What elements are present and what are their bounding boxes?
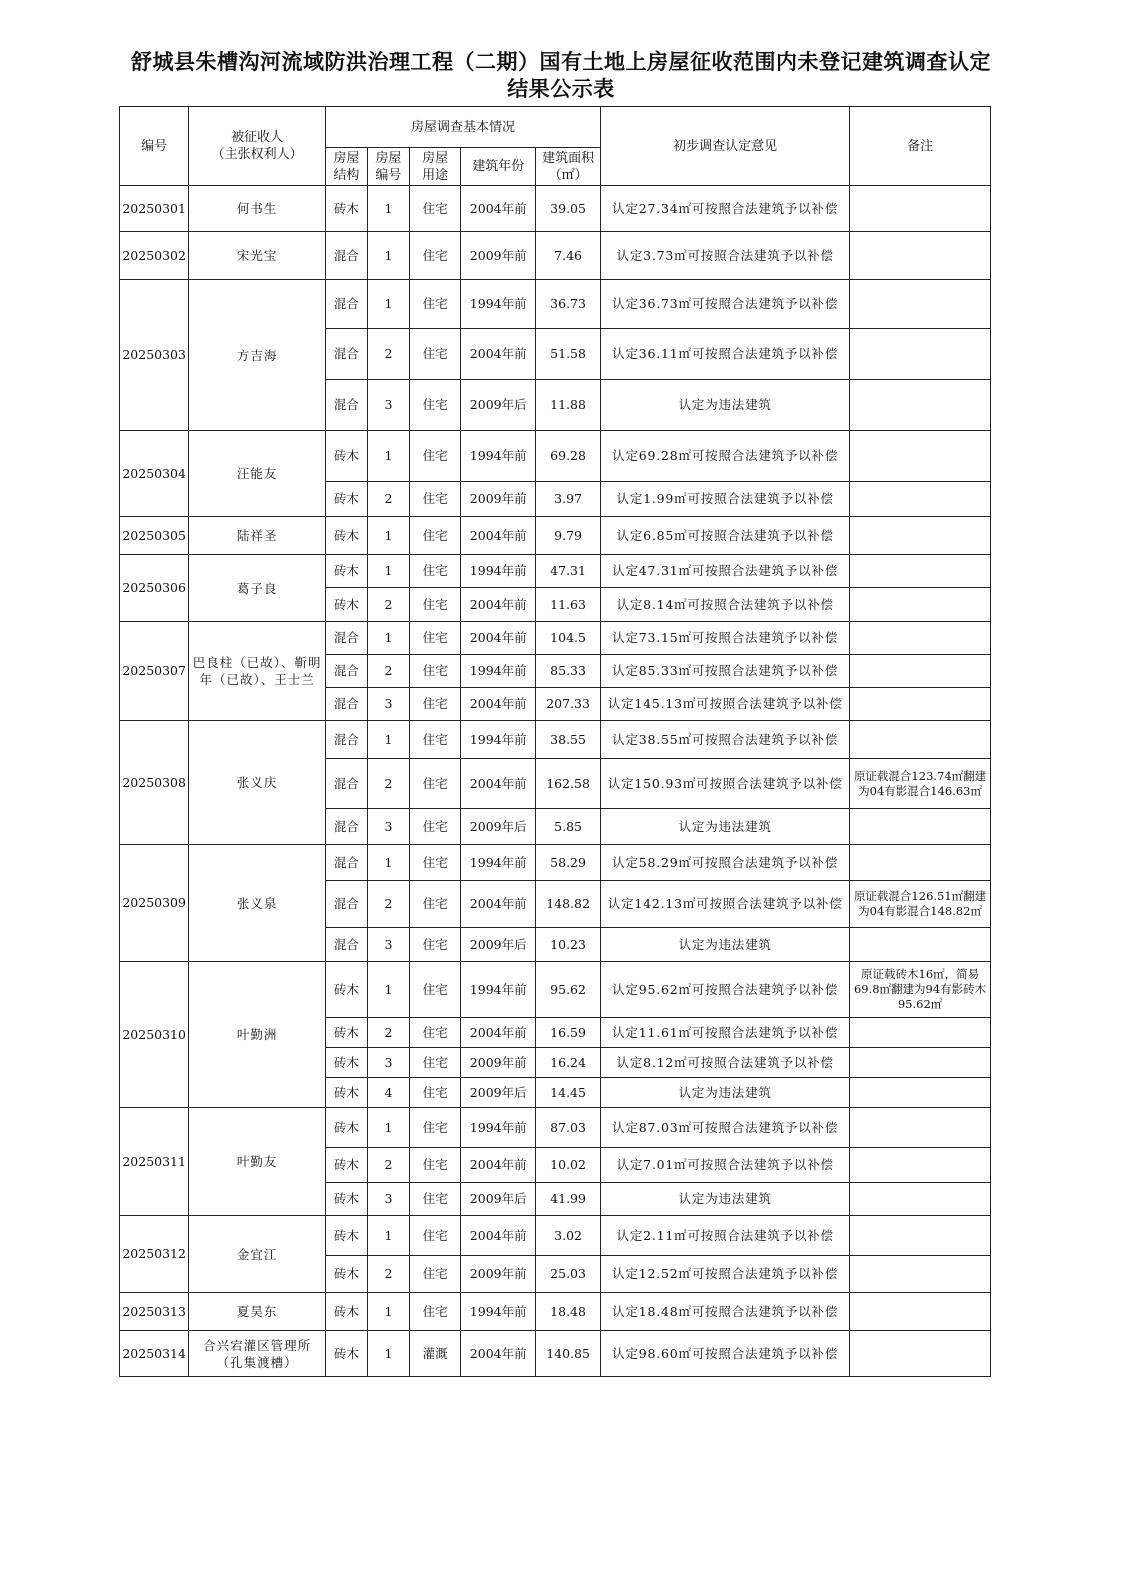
remark-cell [850, 232, 991, 280]
house-no-cell: 3 [367, 928, 409, 962]
table-row [120, 555, 991, 588]
area-cell: 148.82 [536, 881, 601, 928]
opinion-cell: 认定为违法建筑 [601, 1078, 850, 1108]
structure-cell: 混合 [325, 721, 367, 759]
structure-cell: 混合 [325, 380, 367, 431]
usage-cell: 住宅 [409, 962, 460, 1018]
year-cell: 1994年前 [461, 845, 536, 881]
year-cell: 2004年前 [461, 186, 536, 232]
remark-cell [850, 1183, 991, 1216]
structure-cell: 砖木 [325, 1048, 367, 1078]
structure-cell: 混合 [325, 329, 367, 380]
owner-name-cell: 夏昊东 [189, 1293, 326, 1331]
house-no-cell: 2 [367, 329, 409, 380]
structure-cell: 砖木 [325, 1183, 367, 1216]
remark-cell: 原证载混合123.74㎡翻建为04有影混合146.63㎡ [850, 759, 991, 809]
record-id-cell: 20250307 [120, 622, 189, 721]
remark-cell [850, 721, 991, 759]
area-cell: 51.58 [536, 329, 601, 380]
structure-cell: 砖木 [325, 555, 367, 588]
record-id-cell: 20250309 [120, 845, 189, 962]
usage-cell: 住宅 [409, 759, 460, 809]
year-cell: 2004年前 [461, 517, 536, 555]
house-no-cell: 2 [367, 655, 409, 688]
header-usage: 房屋 用途 [409, 148, 460, 186]
structure-cell: 砖木 [325, 431, 367, 482]
header-house-no: 房屋 编号 [367, 148, 409, 186]
header-basic-info: 房屋调查基本情况 [325, 107, 600, 148]
structure-cell: 混合 [325, 809, 367, 845]
area-cell: 10.23 [536, 928, 601, 962]
record-id-cell: 20250305 [120, 517, 189, 555]
year-cell: 2004年前 [461, 688, 536, 721]
table-row [120, 622, 991, 655]
house-no-cell: 1 [367, 1331, 409, 1377]
usage-cell: 住宅 [409, 431, 460, 482]
remark-cell [850, 1108, 991, 1148]
opinion-cell: 认定150.93㎡可按照合法建筑予以补偿 [601, 759, 850, 809]
area-cell: 18.48 [536, 1293, 601, 1331]
owner-name-cell: 金宜江 [189, 1216, 326, 1293]
usage-cell: 灌溉 [409, 1331, 460, 1377]
structure-cell: 砖木 [325, 1108, 367, 1148]
year-cell: 1994年前 [461, 555, 536, 588]
structure-cell: 砖木 [325, 1216, 367, 1256]
survey-result-table [119, 106, 991, 1377]
opinion-cell: 认定95.62㎡可按照合法建筑予以补偿 [601, 962, 850, 1018]
area-cell: 69.28 [536, 431, 601, 482]
remark-cell [850, 688, 991, 721]
house-no-cell: 2 [367, 759, 409, 809]
year-cell: 1994年前 [461, 1108, 536, 1148]
house-no-cell: 1 [367, 232, 409, 280]
house-no-cell: 1 [367, 555, 409, 588]
area-cell: 95.62 [536, 962, 601, 1018]
house-no-cell: 1 [367, 517, 409, 555]
remark-cell [850, 555, 991, 588]
record-id-cell: 20250308 [120, 721, 189, 845]
area-cell: 7.46 [536, 232, 601, 280]
record-id-cell: 20250311 [120, 1108, 189, 1216]
house-no-cell: 2 [367, 482, 409, 517]
opinion-cell: 认定8.12㎡可按照合法建筑予以补偿 [601, 1048, 850, 1078]
opinion-cell: 认定7.01㎡可按照合法建筑予以补偿 [601, 1148, 850, 1183]
table-row [120, 845, 991, 881]
table-row [120, 1331, 991, 1377]
structure-cell: 混合 [325, 655, 367, 688]
usage-cell: 住宅 [409, 588, 460, 622]
record-id-cell: 20250310 [120, 962, 189, 1108]
year-cell: 2009年前 [461, 1256, 536, 1293]
opinion-cell: 认定69.28㎡可按照合法建筑予以补偿 [601, 431, 850, 482]
usage-cell: 住宅 [409, 1216, 460, 1256]
usage-cell: 住宅 [409, 517, 460, 555]
owner-name-cell: 方吉海 [189, 280, 326, 431]
house-no-cell: 2 [367, 1018, 409, 1048]
area-cell: 25.03 [536, 1256, 601, 1293]
area-cell: 47.31 [536, 555, 601, 588]
opinion-cell: 认定6.85㎡可按照合法建筑予以补偿 [601, 517, 850, 555]
usage-cell: 住宅 [409, 482, 460, 517]
structure-cell: 混合 [325, 928, 367, 962]
usage-cell: 住宅 [409, 809, 460, 845]
owner-name-cell: 叶勤洲 [189, 962, 326, 1108]
house-no-cell: 2 [367, 881, 409, 928]
opinion-cell: 认定8.14㎡可按照合法建筑予以补偿 [601, 588, 850, 622]
structure-cell: 混合 [325, 622, 367, 655]
usage-cell: 住宅 [409, 280, 460, 329]
table-row [120, 186, 991, 232]
opinion-cell: 认定27.34㎡可按照合法建筑予以补偿 [601, 186, 850, 232]
remark-cell [850, 928, 991, 962]
remark-cell [850, 1256, 991, 1293]
opinion-cell: 认定36.73㎡可按照合法建筑予以补偿 [601, 280, 850, 329]
table-body [120, 186, 991, 1377]
area-cell: 140.85 [536, 1331, 601, 1377]
remark-cell: 原证载砖木16㎡，简易69.8㎡翻建为94有影砖木95.62㎡ [850, 962, 991, 1018]
usage-cell: 住宅 [409, 1256, 460, 1293]
remark-cell [850, 1018, 991, 1048]
owner-name-cell: 葛子良 [189, 555, 326, 622]
area-cell: 9.79 [536, 517, 601, 555]
area-cell: 11.88 [536, 380, 601, 431]
remark-cell [850, 431, 991, 482]
area-cell: 87.03 [536, 1108, 601, 1148]
structure-cell: 砖木 [325, 186, 367, 232]
usage-cell: 住宅 [409, 622, 460, 655]
year-cell: 2009年后 [461, 380, 536, 431]
opinion-cell: 认定142.13㎡可按照合法建筑予以补偿 [601, 881, 850, 928]
table-row [120, 1216, 991, 1256]
area-cell: 104.5 [536, 622, 601, 655]
house-no-cell: 3 [367, 380, 409, 431]
usage-cell: 住宅 [409, 1018, 460, 1048]
opinion-cell: 认定为违法建筑 [601, 1183, 850, 1216]
opinion-cell: 认定12.52㎡可按照合法建筑予以补偿 [601, 1256, 850, 1293]
year-cell: 2004年前 [461, 1216, 536, 1256]
record-id-cell: 20250313 [120, 1293, 189, 1331]
table-row [120, 280, 991, 329]
usage-cell: 住宅 [409, 1148, 460, 1183]
year-cell: 2009年前 [461, 1048, 536, 1078]
record-id-cell: 20250304 [120, 431, 189, 517]
area-cell: 39.05 [536, 186, 601, 232]
year-cell: 1994年前 [461, 655, 536, 688]
house-no-cell: 1 [367, 280, 409, 329]
usage-cell: 住宅 [409, 380, 460, 431]
area-cell: 16.24 [536, 1048, 601, 1078]
usage-cell: 住宅 [409, 1108, 460, 1148]
header-owner: 被征收人 （主张权利人） [189, 107, 326, 186]
table-row [120, 1293, 991, 1331]
remark-cell [850, 1331, 991, 1377]
area-cell: 58.29 [536, 845, 601, 881]
house-no-cell: 3 [367, 1048, 409, 1078]
area-cell: 16.59 [536, 1018, 601, 1048]
remark-cell [850, 622, 991, 655]
owner-name-cell: 巴良柱（已故）、靳明年（已故）、王士兰 [189, 622, 326, 721]
area-cell: 14.45 [536, 1078, 601, 1108]
usage-cell: 住宅 [409, 1183, 460, 1216]
structure-cell: 砖木 [325, 588, 367, 622]
year-cell: 2009年后 [461, 1183, 536, 1216]
structure-cell: 混合 [325, 688, 367, 721]
structure-cell: 砖木 [325, 1331, 367, 1377]
area-cell: 3.02 [536, 1216, 601, 1256]
year-cell: 2009年后 [461, 928, 536, 962]
area-cell: 3.97 [536, 482, 601, 517]
year-cell: 2009年前 [461, 482, 536, 517]
remark-cell [850, 380, 991, 431]
remark-cell [850, 1293, 991, 1331]
house-no-cell: 3 [367, 809, 409, 845]
structure-cell: 砖木 [325, 1293, 367, 1331]
house-no-cell: 1 [367, 186, 409, 232]
year-cell: 2004年前 [461, 881, 536, 928]
house-no-cell: 1 [367, 721, 409, 759]
house-no-cell: 3 [367, 1183, 409, 1216]
opinion-cell: 认定11.61㎡可按照合法建筑予以补偿 [601, 1018, 850, 1048]
record-id-cell: 20250314 [120, 1331, 189, 1377]
year-cell: 1994年前 [461, 431, 536, 482]
house-no-cell: 2 [367, 1256, 409, 1293]
record-id-cell: 20250301 [120, 186, 189, 232]
remark-cell: 原证载混合126.51㎡翻建为04有影混合148.82㎡ [850, 881, 991, 928]
opinion-cell: 认定36.11㎡可按照合法建筑予以补偿 [601, 329, 850, 380]
record-id-cell: 20250302 [120, 232, 189, 280]
usage-cell: 住宅 [409, 688, 460, 721]
opinion-cell: 认定98.60㎡可按照合法建筑予以补偿 [601, 1331, 850, 1377]
opinion-cell: 认定145.13㎡可按照合法建筑予以补偿 [601, 688, 850, 721]
structure-cell: 砖木 [325, 1256, 367, 1293]
area-cell: 41.99 [536, 1183, 601, 1216]
house-no-cell: 1 [367, 1108, 409, 1148]
year-cell: 1994年前 [461, 721, 536, 759]
opinion-cell: 认定38.55㎡可按照合法建筑予以补偿 [601, 721, 850, 759]
usage-cell: 住宅 [409, 881, 460, 928]
year-cell: 2009年前 [461, 232, 536, 280]
year-cell: 2004年前 [461, 759, 536, 809]
year-cell: 1994年前 [461, 280, 536, 329]
opinion-cell: 认定1.99㎡可按照合法建筑予以补偿 [601, 482, 850, 517]
year-cell: 2004年前 [461, 1018, 536, 1048]
house-no-cell: 2 [367, 588, 409, 622]
house-no-cell: 1 [367, 1293, 409, 1331]
remark-cell [850, 1216, 991, 1256]
house-no-cell: 1 [367, 1216, 409, 1256]
remark-cell [850, 1078, 991, 1108]
year-cell: 1994年前 [461, 962, 536, 1018]
header-opinion: 初步调查认定意见 [601, 107, 850, 186]
remark-cell [850, 1148, 991, 1183]
record-id-cell: 20250306 [120, 555, 189, 622]
owner-name-cell: 汪能友 [189, 431, 326, 517]
owner-name-cell: 合兴宕灌区管理所（孔集渡槽） [189, 1331, 326, 1377]
header-remark: 备注 [850, 107, 991, 186]
remark-cell [850, 280, 991, 329]
table-row [120, 232, 991, 280]
remark-cell [850, 329, 991, 380]
opinion-cell: 认定85.33㎡可按照合法建筑予以补偿 [601, 655, 850, 688]
usage-cell: 住宅 [409, 1048, 460, 1078]
owner-name-cell: 宋光宝 [189, 232, 326, 280]
area-cell: 5.85 [536, 809, 601, 845]
usage-cell: 住宅 [409, 655, 460, 688]
opinion-cell: 认定58.29㎡可按照合法建筑予以补偿 [601, 845, 850, 881]
structure-cell: 混合 [325, 845, 367, 881]
owner-name-cell: 叶勤友 [189, 1108, 326, 1216]
area-cell: 10.02 [536, 1148, 601, 1183]
remark-cell [850, 809, 991, 845]
title-line-2: 结果公示表 [507, 76, 615, 101]
structure-cell: 砖木 [325, 1018, 367, 1048]
structure-cell: 混合 [325, 881, 367, 928]
area-cell: 36.73 [536, 280, 601, 329]
owner-name-cell: 何书生 [189, 186, 326, 232]
owner-name-cell: 陆祥圣 [189, 517, 326, 555]
owner-name-cell: 张义泉 [189, 845, 326, 962]
owner-name-cell: 张义庆 [189, 721, 326, 845]
year-cell: 2004年前 [461, 1331, 536, 1377]
remark-cell [850, 588, 991, 622]
house-no-cell: 3 [367, 688, 409, 721]
area-cell: 85.33 [536, 655, 601, 688]
opinion-cell: 认定87.03㎡可按照合法建筑予以补偿 [601, 1108, 850, 1148]
remark-cell [850, 482, 991, 517]
usage-cell: 住宅 [409, 1293, 460, 1331]
year-cell: 2004年前 [461, 622, 536, 655]
year-cell: 2004年前 [461, 588, 536, 622]
table-row [120, 721, 991, 759]
opinion-cell: 认定为违法建筑 [601, 928, 850, 962]
structure-cell: 砖木 [325, 1148, 367, 1183]
record-id-cell: 20250303 [120, 280, 189, 431]
header-area: 建筑面积 （㎡） [536, 148, 601, 186]
house-no-cell: 1 [367, 431, 409, 482]
year-cell: 2009年后 [461, 1078, 536, 1108]
area-cell: 11.63 [536, 588, 601, 622]
structure-cell: 混合 [325, 280, 367, 329]
title-line-1: 舒城县朱槽沟河流域防洪治理工程（二期）国有土地上房屋征收范围内未登记建筑调查认定 [131, 49, 991, 74]
house-no-cell: 1 [367, 845, 409, 881]
year-cell: 2004年前 [461, 329, 536, 380]
house-no-cell: 1 [367, 962, 409, 1018]
structure-cell: 砖木 [325, 1078, 367, 1108]
usage-cell: 住宅 [409, 232, 460, 280]
opinion-cell: 认定47.31㎡可按照合法建筑予以补偿 [601, 555, 850, 588]
year-cell: 2004年前 [461, 1148, 536, 1183]
usage-cell: 住宅 [409, 845, 460, 881]
area-cell: 38.55 [536, 721, 601, 759]
usage-cell: 住宅 [409, 555, 460, 588]
area-cell: 207.33 [536, 688, 601, 721]
header-row-1 [120, 107, 991, 148]
usage-cell: 住宅 [409, 329, 460, 380]
record-id-cell: 20250312 [120, 1216, 189, 1293]
opinion-cell: 认定18.48㎡可按照合法建筑予以补偿 [601, 1293, 850, 1331]
table-row [120, 431, 991, 482]
structure-cell: 混合 [325, 232, 367, 280]
opinion-cell: 认定73.15㎡可按照合法建筑予以补偿 [601, 622, 850, 655]
header-id: 编号 [120, 107, 189, 186]
structure-cell: 砖木 [325, 962, 367, 1018]
opinion-cell: 认定为违法建筑 [601, 380, 850, 431]
opinion-cell: 认定2.11㎡可按照合法建筑予以补偿 [601, 1216, 850, 1256]
usage-cell: 住宅 [409, 1078, 460, 1108]
remark-cell [850, 517, 991, 555]
structure-cell: 砖木 [325, 517, 367, 555]
structure-cell: 混合 [325, 759, 367, 809]
house-no-cell: 2 [367, 1148, 409, 1183]
header-year: 建筑年份 [461, 148, 536, 186]
usage-cell: 住宅 [409, 721, 460, 759]
table-row [120, 962, 991, 1018]
opinion-cell: 认定为违法建筑 [601, 809, 850, 845]
header-structure: 房屋 结构 [325, 148, 367, 186]
page-title [0, 48, 1122, 102]
remark-cell [850, 655, 991, 688]
area-cell: 162.58 [536, 759, 601, 809]
table-row [120, 517, 991, 555]
usage-cell: 住宅 [409, 186, 460, 232]
year-cell: 1994年前 [461, 1293, 536, 1331]
table-row [120, 1108, 991, 1148]
remark-cell [850, 845, 991, 881]
house-no-cell: 1 [367, 622, 409, 655]
opinion-cell: 认定3.73㎡可按照合法建筑予以补偿 [601, 232, 850, 280]
usage-cell: 住宅 [409, 928, 460, 962]
remark-cell [850, 186, 991, 232]
house-no-cell: 4 [367, 1078, 409, 1108]
remark-cell [850, 1048, 991, 1078]
year-cell: 2009年后 [461, 809, 536, 845]
structure-cell: 砖木 [325, 482, 367, 517]
